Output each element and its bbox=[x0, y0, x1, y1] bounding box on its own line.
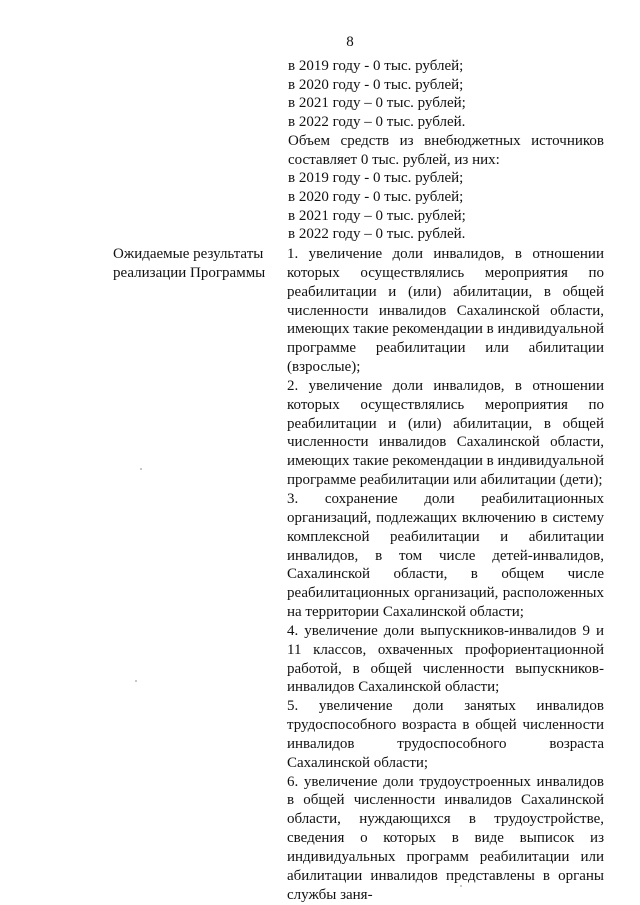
funding-year-line: в 2022 году – 0 тыс. рублей. bbox=[288, 114, 466, 131]
funding-block bbox=[288, 57, 604, 244]
results-label: Ожидаемые результаты реализации Программы bbox=[113, 246, 266, 281]
extrabudget-year-line: в 2022 году – 0 тыс. рублей. bbox=[288, 226, 466, 243]
scan-speck bbox=[140, 468, 142, 470]
result-item: 1. увеличение доли инвалидов, в отношении которых осуществлялись мероприятия по реабилитации и (или) абилитации, в общей численности инвалидов Сахалинской области, имеющих такие рекомендации в индивидуальной программе реабилитации или абилитации (взрослые); bbox=[287, 246, 604, 376]
result-item: 4. увеличение доли выпускников-инвалидов 9 и 11 классов, охваченных профориентационной работой, в общей численности выпускников-инвалидов Сахалинской области; bbox=[287, 622, 604, 696]
result-item: 5. увеличение доли занятых инвалидов трудоспособного возраста в общей численности инвалидов трудоспособного возраста Сахалинской области; bbox=[287, 698, 604, 771]
results-list bbox=[287, 245, 604, 905]
result-item: 3. сохранение доли реабилитационных организаций, подлежащих включению в систему комплексной реабилитации и абилитации инвалидов, в том числе детей-инвалидов, Сахалинской области, в общем числе реабилитационных организаций, расположенных на территории Сахалинской области; bbox=[287, 490, 604, 621]
funding-year-line: в 2020 году - 0 тыс. рублей; bbox=[288, 76, 464, 93]
scan-speck bbox=[460, 885, 462, 887]
funding-year-line: в 2019 году - 0 тыс. рублей; bbox=[288, 58, 464, 74]
funding-year-line: в 2021 году – 0 тыс. рублей; bbox=[288, 95, 466, 112]
scan-speck bbox=[135, 680, 137, 682]
extrabudget-year-line: в 2020 году - 0 тыс. рублей; bbox=[288, 188, 464, 205]
page-number: 8 bbox=[346, 34, 354, 50]
result-item: 2. увеличение доли инвалидов, в отношении которых осуществлялись мероприятия по реабилитации и (или) абилитации, в общей численности инвалидов Сахалинской области, имеющих такие рекомендации в индивидуальной программе реабилитации или абилитации (дети); bbox=[287, 377, 604, 489]
extrabudget-year-line: в 2019 году - 0 тыс. рублей; bbox=[288, 170, 464, 187]
result-item: 6. увеличение доли трудоустроенных инвалидов в общей численности инвалидов Сахалинской области, нуждающихся в трудоустройстве, сведения о которых в виде выписок из индивидуальных программ реабилитации или абилитации инвалидов представлены в органы службы заня- bbox=[287, 773, 604, 903]
extrabudget-intro: Объем средств из внебюджетных источников составляет 0 тыс. рублей, из них: bbox=[288, 132, 604, 168]
extrabudget-year-line: в 2021 году – 0 тыс. рублей; bbox=[288, 207, 466, 224]
